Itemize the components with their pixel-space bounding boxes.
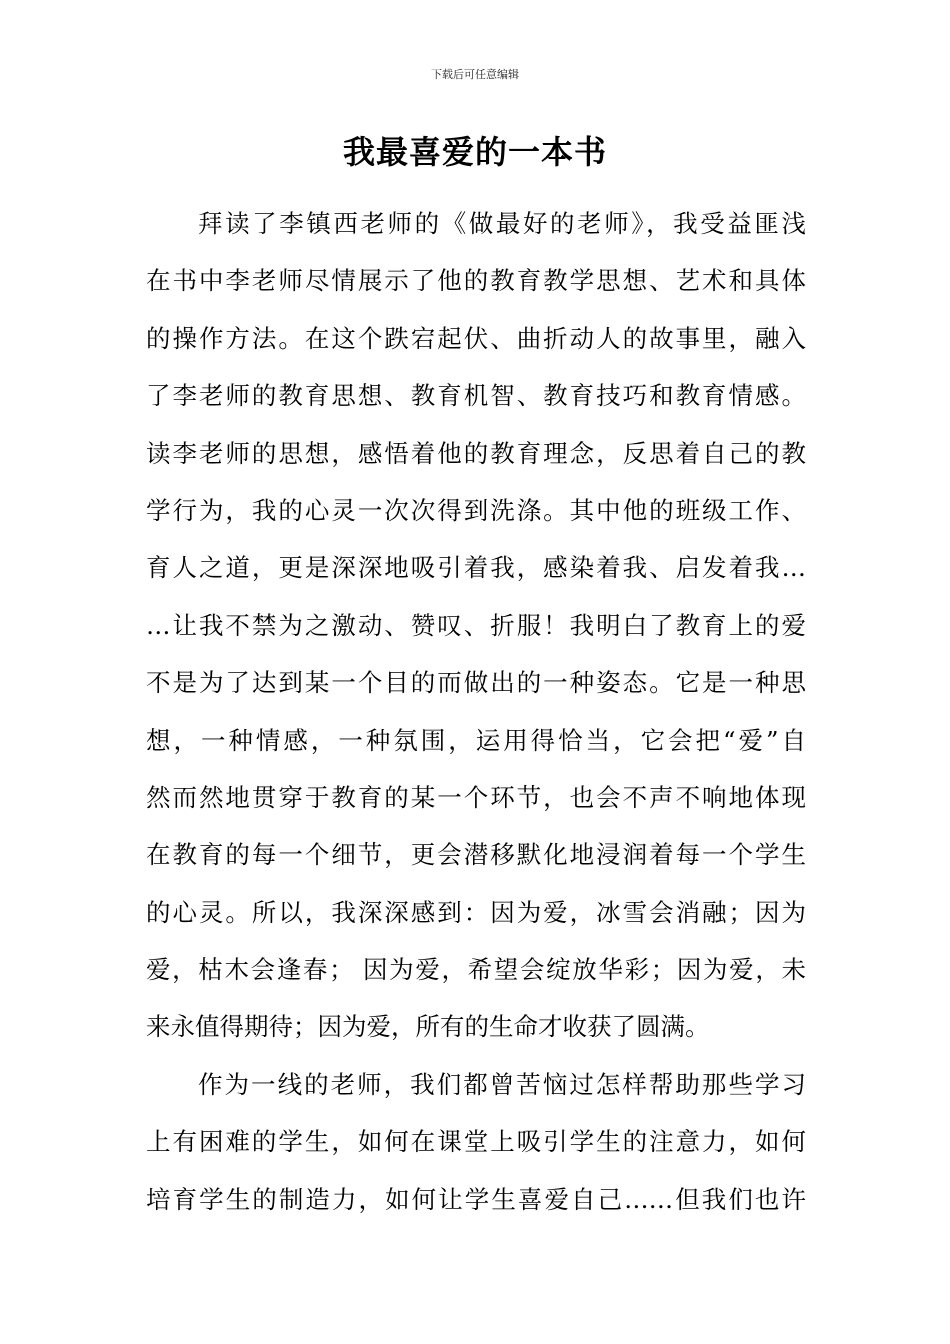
text-line: 学行为，我的心灵一次次得到洗涤。其中他的班级工作、 (146, 495, 806, 525)
text-line: 不是为了达到某一个目的而做出的一种姿态。它是一种思 (146, 668, 806, 698)
text-line: 读李老师的思想，感悟着他的教育理念，反思着自己的教 (146, 438, 806, 468)
text-line: 爱，枯木会逢春； 因为爱，希望会绽放华彩；因为爱，未 (146, 955, 806, 985)
header-note: 下载后可任意编辑 (431, 68, 519, 81)
document-title: 我最喜爱的一本书 (342, 133, 607, 171)
text-line: 来永值得期待；因为爱，所有的生命才收获了圆满。 (146, 1012, 710, 1042)
text-line: 育人之道，更是深深地吸引着我，感染着我、启发着我… (146, 553, 806, 583)
text-line: 想，一种情感，一种氛围，运用得恰当，它会把“爱”自 (146, 725, 806, 755)
text-line: 拜读了李镇西老师的《做最好的老师》，我受益匪浅 (198, 209, 806, 238)
document-body (146, 195, 806, 1228)
text-line: …让我不禁为之激动、赞叹、折服！我明白了教育上的爱 (146, 610, 806, 640)
text-line: 了李老师的教育思想、教育机智、教育技巧和教育情感。 (146, 381, 806, 411)
text-line: 然而然地贯穿于教育的某一个环节，也会不声不响地体现 (146, 782, 806, 812)
text-line: 的操作方法。在这个跌宕起伏、曲折动人的故事里，融入 (146, 323, 806, 353)
text-line: 作为一线的老师，我们都曾苦恼过怎样帮助那些学习 (198, 1069, 806, 1099)
text-line: 上有困难的学生，如何在课堂上吸引学生的注意力，如何 (146, 1127, 806, 1157)
text-line: 在书中李老师尽情展示了他的教育教学思想、艺术和具体 (146, 266, 806, 296)
text-line: 在教育的每一个细节，更会潜移默化地浸润着每一个学生 (146, 840, 806, 870)
text-line: 培育学生的制造力，如何让学生喜爱自己……但我们也许 (146, 1184, 806, 1214)
text-line: 的心灵。所以，我深深感到：因为爱，冰雪会消融；因为 (146, 897, 806, 927)
